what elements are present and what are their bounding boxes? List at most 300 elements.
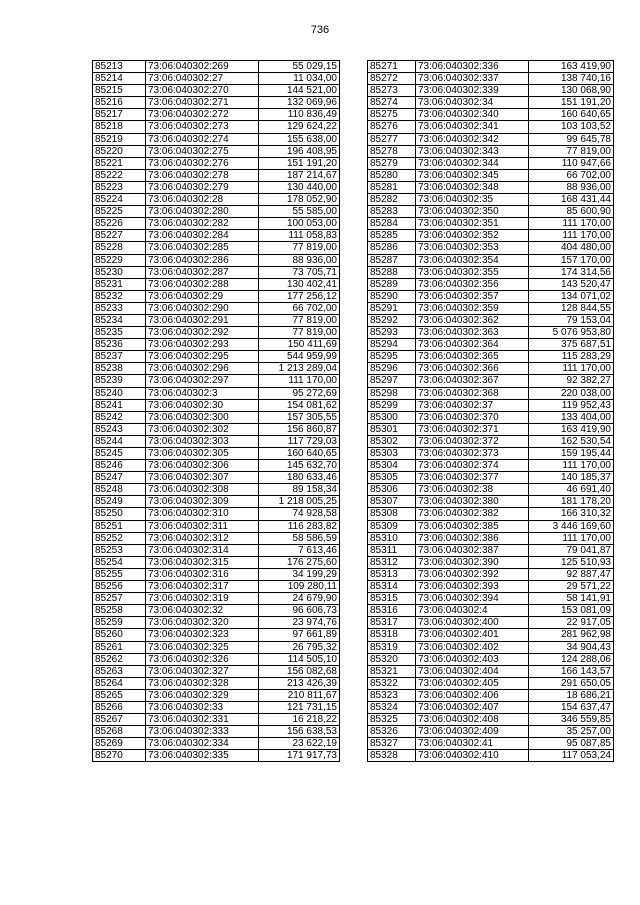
cadastral-number: 73:06:040302:275 — [146, 145, 259, 157]
cadastral-value: 180 633,46 — [259, 472, 340, 484]
cadastral-number: 73:06:040302:27 — [146, 73, 259, 85]
cadastral-number: 73:06:040302:269 — [146, 61, 259, 73]
table-row — [368, 339, 614, 351]
cadastral-value: 26 795,32 — [259, 641, 340, 653]
cadastral-value: 11 034,00 — [259, 73, 340, 85]
cadastral-value: 100 053,00 — [259, 218, 340, 230]
table-row — [93, 157, 340, 169]
cadastral-number: 73:06:040302:364 — [416, 339, 529, 351]
row-number: 85307 — [368, 496, 416, 508]
table-row — [368, 472, 614, 484]
cadastral-number: 73:06:040302:334 — [146, 738, 259, 750]
cadastral-number: 73:06:040302:310 — [146, 508, 259, 520]
table-row — [93, 411, 340, 423]
row-number: 85292 — [368, 314, 416, 326]
cadastral-number: 73:06:040302:408 — [416, 714, 529, 726]
cadastral-value: 346 559,85 — [529, 714, 614, 726]
row-number: 85251 — [93, 520, 146, 532]
cadastral-value: 85 600,90 — [529, 206, 614, 218]
cadastral-value: 151 191,20 — [259, 157, 340, 169]
cadastral-value: 210 811,67 — [259, 689, 340, 701]
row-number: 85302 — [368, 435, 416, 447]
row-number: 85240 — [93, 387, 146, 399]
row-number: 85245 — [93, 448, 146, 460]
row-number: 85288 — [368, 266, 416, 278]
row-number: 85274 — [368, 97, 416, 109]
cadastral-value: 128 844,55 — [529, 302, 614, 314]
cadastral-value: 89 158,34 — [259, 484, 340, 496]
cadastral-number: 73:06:040302:276 — [146, 157, 259, 169]
row-number: 85260 — [93, 629, 146, 641]
table-row — [93, 206, 340, 218]
row-number: 85303 — [368, 448, 416, 460]
cadastral-number: 73:06:040302:270 — [146, 85, 259, 97]
row-number: 85226 — [93, 218, 146, 230]
cadastral-value: 138 740,16 — [529, 73, 614, 85]
table-row — [93, 568, 340, 580]
table-row — [368, 532, 614, 544]
cadastral-value: 16 218,22 — [259, 714, 340, 726]
cadastral-value: 220 038,00 — [529, 387, 614, 399]
cadastral-value: 154 081,62 — [259, 399, 340, 411]
row-number: 85275 — [368, 109, 416, 121]
row-number: 85242 — [93, 411, 146, 423]
table-row — [368, 133, 614, 145]
table-row — [93, 544, 340, 556]
cadastral-number: 73:06:040302:331 — [146, 714, 259, 726]
row-number: 85244 — [93, 435, 146, 447]
cadastral-value: 171 917,73 — [259, 750, 340, 762]
cadastral-number: 73:06:040302:312 — [146, 532, 259, 544]
cadastral-value: 176 275,60 — [259, 556, 340, 568]
table-row — [368, 435, 614, 447]
cadastral-number: 73:06:040302:308 — [146, 484, 259, 496]
table-row — [93, 726, 340, 738]
cadastral-number: 73:06:040302:328 — [146, 677, 259, 689]
cadastral-value: 166 143,57 — [529, 665, 614, 677]
table-row — [93, 750, 340, 762]
cadastral-value: 151 191,20 — [529, 97, 614, 109]
table-row — [93, 363, 340, 375]
table-row — [93, 581, 340, 593]
row-number: 85295 — [368, 351, 416, 363]
row-number: 85315 — [368, 593, 416, 605]
row-number: 85291 — [368, 302, 416, 314]
cadastral-value: 404 480,00 — [529, 242, 614, 254]
row-number: 85221 — [93, 157, 146, 169]
cadastral-number: 73:06:040302:297 — [146, 375, 259, 387]
cadastral-value: 156 638,53 — [259, 726, 340, 738]
cadastral-number: 73:06:040302:380 — [416, 496, 529, 508]
table-row — [93, 448, 340, 460]
cadastral-value: 110 947,66 — [529, 157, 614, 169]
table-row — [368, 145, 614, 157]
cadastral-value: 121 731,15 — [259, 701, 340, 713]
cadastral-value: 116 283,82 — [259, 520, 340, 532]
cadastral-value: 124 288,06 — [529, 653, 614, 665]
cadastral-value: 34 199,29 — [259, 568, 340, 580]
row-number: 85214 — [93, 73, 146, 85]
table-row — [368, 109, 614, 121]
row-number: 85306 — [368, 484, 416, 496]
table-row — [368, 157, 614, 169]
table-row — [368, 617, 614, 629]
row-number: 85294 — [368, 339, 416, 351]
table-row — [93, 133, 340, 145]
cadastral-value: 7 613,46 — [259, 544, 340, 556]
table-row — [93, 254, 340, 266]
table-row — [93, 653, 340, 665]
cadastral-value: 157 170,00 — [529, 254, 614, 266]
cadastral-number: 73:06:040302:335 — [146, 750, 259, 762]
row-number: 85317 — [368, 617, 416, 629]
table-row — [368, 290, 614, 302]
cadastral-value: 97 661,89 — [259, 629, 340, 641]
cadastral-value: 66 702,00 — [259, 302, 340, 314]
cadastral-number: 73:06:040302:336 — [416, 61, 529, 73]
table-row — [368, 218, 614, 230]
cadastral-number: 73:06:040302:366 — [416, 363, 529, 375]
row-number: 85239 — [93, 375, 146, 387]
cadastral-value: 34 904,43 — [529, 641, 614, 653]
row-number: 85255 — [93, 568, 146, 580]
cadastral-number: 73:06:040302:4 — [416, 605, 529, 617]
cadastral-number: 73:06:040302:359 — [416, 302, 529, 314]
cadastral-number: 73:06:040302:341 — [416, 121, 529, 133]
row-number: 85299 — [368, 399, 416, 411]
cadastral-value: 111 170,00 — [259, 375, 340, 387]
cadastral-value: 58 586,59 — [259, 532, 340, 544]
cadastral-number: 73:06:040302:385 — [416, 520, 529, 532]
table-row — [93, 399, 340, 411]
table-row — [93, 339, 340, 351]
row-number: 85277 — [368, 133, 416, 145]
cadastral-value: 88 936,00 — [529, 181, 614, 193]
cadastral-value: 181 178,20 — [529, 496, 614, 508]
cadastral-number: 73:06:040302:342 — [416, 133, 529, 145]
table-row — [368, 85, 614, 97]
row-number: 85222 — [93, 169, 146, 181]
cadastral-table-right — [367, 60, 614, 762]
table-row — [368, 121, 614, 133]
row-number: 85215 — [93, 85, 146, 97]
cadastral-value: 134 071,02 — [529, 290, 614, 302]
cadastral-number: 73:06:040302:315 — [146, 556, 259, 568]
cadastral-number: 73:06:040302:278 — [146, 169, 259, 181]
cadastral-value: 130 440,00 — [259, 181, 340, 193]
cadastral-number: 73:06:040302:38 — [416, 484, 529, 496]
row-number: 85281 — [368, 181, 416, 193]
row-number: 85213 — [93, 61, 146, 73]
table-row — [93, 375, 340, 387]
table-row — [368, 738, 614, 750]
table-row — [93, 61, 340, 73]
table-row — [93, 532, 340, 544]
row-number: 85247 — [93, 472, 146, 484]
row-number: 85324 — [368, 701, 416, 713]
table-row — [368, 194, 614, 206]
row-number: 85266 — [93, 701, 146, 713]
row-number: 85318 — [368, 629, 416, 641]
table-row — [368, 641, 614, 653]
row-number: 85253 — [93, 544, 146, 556]
cadastral-number: 73:06:040302:279 — [146, 181, 259, 193]
cadastral-number: 73:06:040302:295 — [146, 351, 259, 363]
cadastral-value: 166 310,32 — [529, 508, 614, 520]
row-number: 85258 — [93, 605, 146, 617]
cadastral-number: 73:06:040302:34 — [416, 97, 529, 109]
cadastral-value: 23 622,19 — [259, 738, 340, 750]
table-row — [93, 109, 340, 121]
cadastral-number: 73:06:040302:410 — [416, 750, 529, 762]
cadastral-number: 73:06:040302:41 — [416, 738, 529, 750]
cadastral-number: 73:06:040302:284 — [146, 230, 259, 242]
row-number: 85265 — [93, 689, 146, 701]
cadastral-number: 73:06:040302:377 — [416, 472, 529, 484]
table-row — [368, 726, 614, 738]
cadastral-number: 73:06:040302:326 — [146, 653, 259, 665]
cadastral-number: 73:06:040302:372 — [416, 435, 529, 447]
table-row — [368, 206, 614, 218]
cadastral-number: 73:06:040302:300 — [146, 411, 259, 423]
row-number: 85263 — [93, 665, 146, 677]
row-number: 85280 — [368, 169, 416, 181]
table-row — [368, 544, 614, 556]
cadastral-number: 73:06:040302:357 — [416, 290, 529, 302]
cadastral-value: 132 069,96 — [259, 97, 340, 109]
table-row — [368, 73, 614, 85]
cadastral-value: 55 029,15 — [259, 61, 340, 73]
cadastral-value: 3 446 169,60 — [529, 520, 614, 532]
row-number: 85309 — [368, 520, 416, 532]
table-row — [93, 218, 340, 230]
cadastral-number: 73:06:040302:374 — [416, 460, 529, 472]
table-row — [93, 242, 340, 254]
row-number: 85256 — [93, 581, 146, 593]
row-number: 85283 — [368, 206, 416, 218]
table-row — [368, 302, 614, 314]
cadastral-number: 73:06:040302:35 — [416, 194, 529, 206]
table-row — [93, 677, 340, 689]
cadastral-value: 74 928,58 — [259, 508, 340, 520]
row-number: 85220 — [93, 145, 146, 157]
cadastral-value: 156 082,68 — [259, 665, 340, 677]
cadastral-number: 73:06:040302:287 — [146, 266, 259, 278]
table-row — [93, 302, 340, 314]
table-row — [93, 169, 340, 181]
cadastral-number: 73:06:040302:406 — [416, 689, 529, 701]
cadastral-number: 73:06:040302:382 — [416, 508, 529, 520]
cadastral-number: 73:06:040302:351 — [416, 218, 529, 230]
table-row — [93, 556, 340, 568]
table-row — [368, 230, 614, 242]
row-number: 85284 — [368, 218, 416, 230]
cadastral-value: 111 058,83 — [259, 230, 340, 242]
cadastral-number: 73:06:040302:274 — [146, 133, 259, 145]
cadastral-number: 73:06:040302:355 — [416, 266, 529, 278]
cadastral-number: 73:06:040302:288 — [146, 278, 259, 290]
cadastral-number: 73:06:040302:327 — [146, 665, 259, 677]
cadastral-value: 115 283,29 — [529, 351, 614, 363]
cadastral-value: 92 382,27 — [529, 375, 614, 387]
table-row — [368, 496, 614, 508]
row-number: 85327 — [368, 738, 416, 750]
row-number: 85252 — [93, 532, 146, 544]
table-row — [368, 508, 614, 520]
cadastral-number: 73:06:040302:37 — [416, 399, 529, 411]
cadastral-value: 110 836,49 — [259, 109, 340, 121]
cadastral-number: 73:06:040302:344 — [416, 157, 529, 169]
cadastral-value: 178 052,90 — [259, 194, 340, 206]
row-number: 85314 — [368, 581, 416, 593]
cadastral-value: 544 959,99 — [259, 351, 340, 363]
row-number: 85234 — [93, 314, 146, 326]
cadastral-number: 73:06:040302:329 — [146, 689, 259, 701]
row-number: 85286 — [368, 242, 416, 254]
row-number: 85316 — [368, 605, 416, 617]
cadastral-number: 73:06:040302:319 — [146, 593, 259, 605]
row-number: 85259 — [93, 617, 146, 629]
cadastral-value: 159 195,44 — [529, 448, 614, 460]
row-number: 85321 — [368, 665, 416, 677]
row-number: 85282 — [368, 194, 416, 206]
row-number: 85290 — [368, 290, 416, 302]
table-row — [93, 605, 340, 617]
row-number: 85322 — [368, 677, 416, 689]
cadastral-number: 73:06:040302:316 — [146, 568, 259, 580]
table-row — [368, 242, 614, 254]
cadastral-value: 29 571,22 — [529, 581, 614, 593]
cadastral-value: 77 819,00 — [259, 242, 340, 254]
row-number: 85272 — [368, 73, 416, 85]
table-row — [368, 423, 614, 435]
cadastral-number: 73:06:040302:363 — [416, 327, 529, 339]
cadastral-number: 73:06:040302:350 — [416, 206, 529, 218]
cadastral-value: 155 638,00 — [259, 133, 340, 145]
cadastral-number: 73:06:040302:394 — [416, 593, 529, 605]
row-number: 85250 — [93, 508, 146, 520]
row-number: 85326 — [368, 726, 416, 738]
table-row — [93, 629, 340, 641]
cadastral-number: 73:06:040302:362 — [416, 314, 529, 326]
row-number: 85289 — [368, 278, 416, 290]
table-row — [368, 593, 614, 605]
cadastral-number: 73:06:040302:282 — [146, 218, 259, 230]
row-number: 85254 — [93, 556, 146, 568]
row-number: 85224 — [93, 194, 146, 206]
row-number: 85310 — [368, 532, 416, 544]
row-number: 85235 — [93, 327, 146, 339]
table-row — [368, 714, 614, 726]
cadastral-number: 73:06:040302:311 — [146, 520, 259, 532]
table-row — [368, 266, 614, 278]
cadastral-number: 73:06:040302:285 — [146, 242, 259, 254]
cadastral-number: 73:06:040302:401 — [416, 629, 529, 641]
table-row — [368, 556, 614, 568]
row-number: 85237 — [93, 351, 146, 363]
row-number: 85293 — [368, 327, 416, 339]
table-row — [368, 399, 614, 411]
table-row — [368, 701, 614, 713]
cadastral-value: 157 305,55 — [259, 411, 340, 423]
table-row — [368, 61, 614, 73]
cadastral-number: 73:06:040302:353 — [416, 242, 529, 254]
cadastral-value: 79 041,87 — [529, 544, 614, 556]
cadastral-value: 187 214,67 — [259, 169, 340, 181]
table-row — [368, 520, 614, 532]
row-number: 85320 — [368, 653, 416, 665]
row-number: 85232 — [93, 290, 146, 302]
cadastral-value: 95 087,85 — [529, 738, 614, 750]
cadastral-number: 73:06:040302:317 — [146, 581, 259, 593]
cadastral-number: 73:06:040302:325 — [146, 641, 259, 653]
table-row — [93, 327, 340, 339]
table-row — [93, 496, 340, 508]
row-number: 85285 — [368, 230, 416, 242]
table-row — [368, 387, 614, 399]
table-row — [93, 472, 340, 484]
cadastral-number: 73:06:040302:373 — [416, 448, 529, 460]
cadastral-value: 140 185,37 — [529, 472, 614, 484]
table-row — [93, 738, 340, 750]
cadastral-number: 73:06:040302:296 — [146, 363, 259, 375]
table-row — [368, 278, 614, 290]
cadastral-value: 156 860,87 — [259, 423, 340, 435]
cadastral-value: 1 218 005,25 — [259, 496, 340, 508]
row-number: 85241 — [93, 399, 146, 411]
row-number: 85262 — [93, 653, 146, 665]
table-row — [93, 314, 340, 326]
table-row — [368, 327, 614, 339]
table-row — [93, 387, 340, 399]
table-row — [93, 121, 340, 133]
cadastral-number: 73:06:040302:309 — [146, 496, 259, 508]
table-row — [368, 314, 614, 326]
table-row — [93, 484, 340, 496]
table-row — [93, 181, 340, 193]
row-number: 85313 — [368, 568, 416, 580]
row-number: 85228 — [93, 242, 146, 254]
cadastral-value: 77 819,00 — [529, 145, 614, 157]
table-row — [93, 701, 340, 713]
row-number: 85270 — [93, 750, 146, 762]
cadastral-number: 73:06:040302:292 — [146, 327, 259, 339]
row-number: 85319 — [368, 641, 416, 653]
cadastral-value: 129 624,22 — [259, 121, 340, 133]
table-row — [368, 581, 614, 593]
cadastral-value: 95 272,69 — [259, 387, 340, 399]
table-row — [368, 605, 614, 617]
row-number: 85273 — [368, 85, 416, 97]
row-number: 85230 — [93, 266, 146, 278]
row-number: 85276 — [368, 121, 416, 133]
cadastral-value: 281 962,98 — [529, 629, 614, 641]
row-number: 85246 — [93, 460, 146, 472]
cadastral-number: 73:06:040302:386 — [416, 532, 529, 544]
cadastral-number: 73:06:040302:368 — [416, 387, 529, 399]
cadastral-value: 133 404,00 — [529, 411, 614, 423]
row-number: 85296 — [368, 363, 416, 375]
table-row — [93, 97, 340, 109]
cadastral-value: 114 505,10 — [259, 653, 340, 665]
cadastral-number: 73:06:040302:314 — [146, 544, 259, 556]
row-number: 85328 — [368, 750, 416, 762]
cadastral-number: 73:06:040302:356 — [416, 278, 529, 290]
cadastral-value: 24 679,90 — [259, 593, 340, 605]
cadastral-number: 73:06:040302:370 — [416, 411, 529, 423]
row-number: 85243 — [93, 423, 146, 435]
cadastral-value: 55 585,00 — [259, 206, 340, 218]
